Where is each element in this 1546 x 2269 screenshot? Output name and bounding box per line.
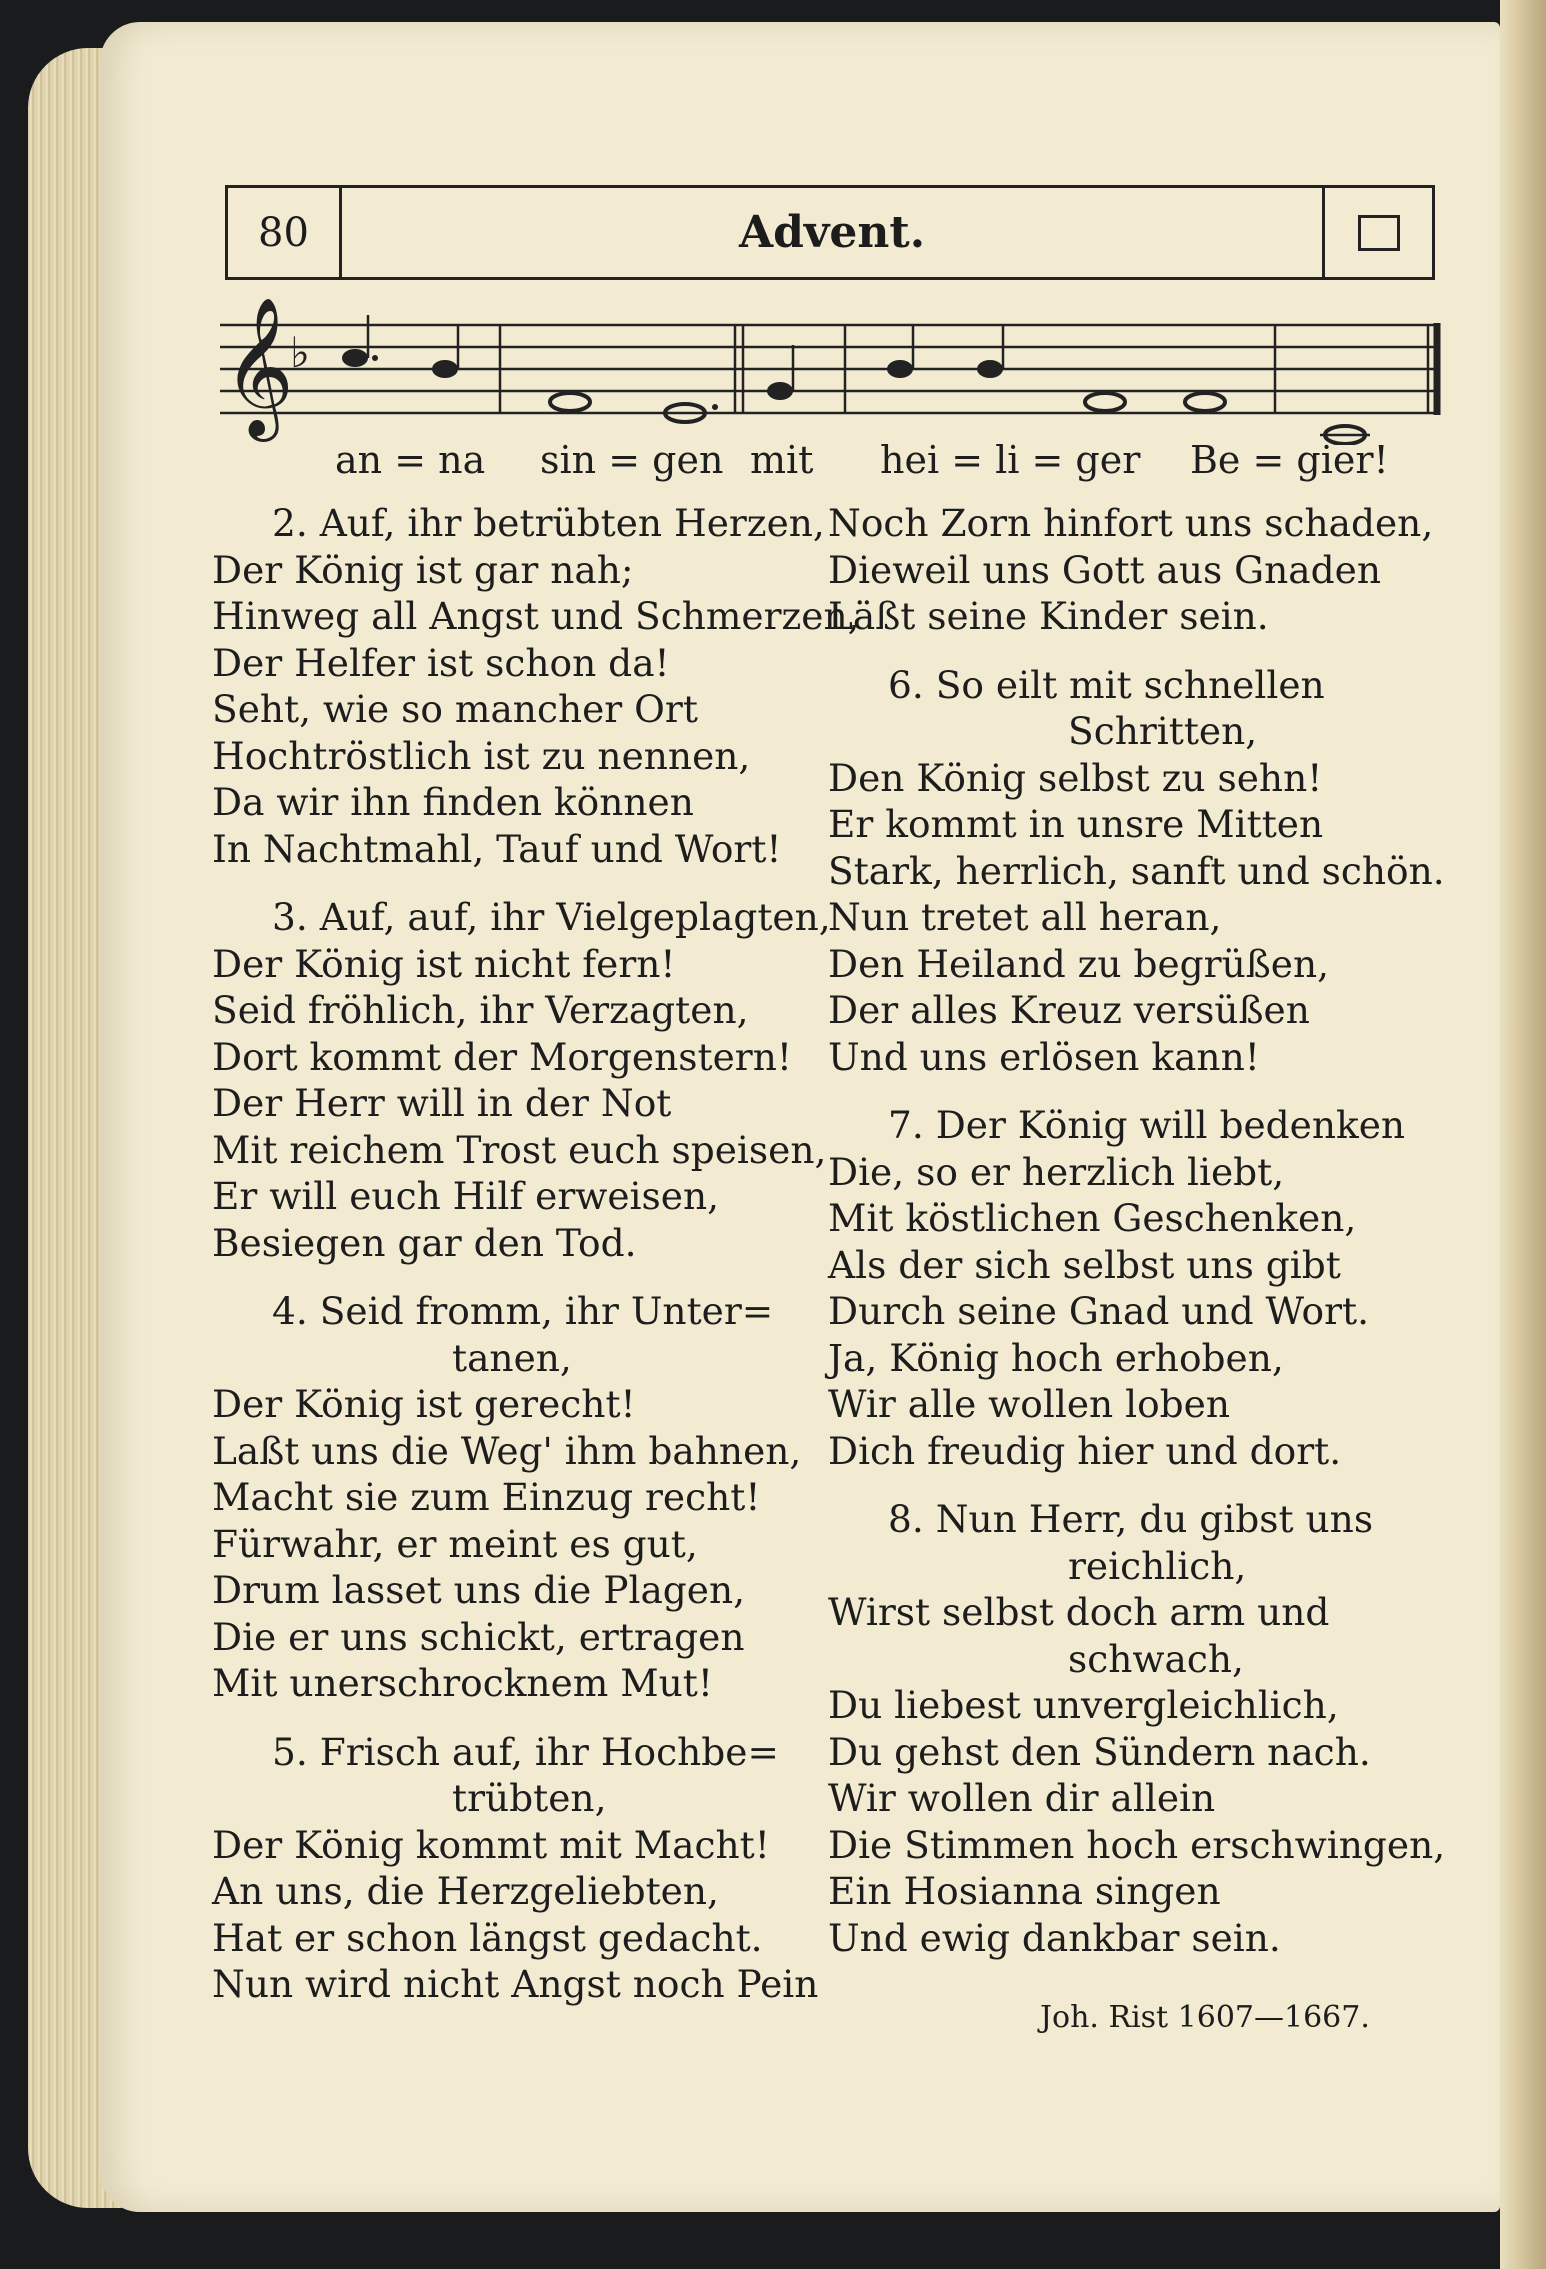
verse-line: Seid fröhlich, ihr Verzagten, — [212, 988, 749, 1032]
hymn-column-left — [212, 500, 860, 2008]
verse-line: Du gehst den Sündern nach. — [828, 1729, 1371, 1774]
verse-line: 7. Der König will bedenken — [888, 1103, 1406, 1147]
verse-line: Mit reichem Trost euch speisen, — [212, 1127, 827, 1172]
lyric-syllable: sin = gen — [540, 438, 724, 482]
verse-line: Wir wollen dir allein — [828, 1776, 1216, 1820]
verse-line: Drum lasset uns die Plagen, — [212, 1568, 746, 1612]
music-staff — [215, 295, 1445, 445]
verse-line: Hochtröstlich ist zu nennen, — [212, 733, 751, 778]
verse-line: Und ewig dankbar sein. — [828, 1915, 1281, 1960]
verse-line: Du liebest unvergleichlich, — [828, 1683, 1339, 1727]
verse-line: Der König ist gar nah; — [212, 547, 634, 592]
stanza-gap — [828, 1080, 1438, 1102]
verse-line: Da wir ihn finden können — [212, 780, 694, 824]
verse-line: Den Heiland zu begrüßen, — [828, 941, 1330, 986]
verse-line: Noch Zorn hinfort uns schaden, — [828, 501, 1434, 545]
verse-line: Wirst selbst doch arm und — [828, 1590, 1330, 1634]
verse-line: Durch seine Gnad und Wort. — [828, 1289, 1370, 1333]
verse-line: 5. Frisch auf, ihr Hochbe= — [272, 1729, 779, 1774]
verse-line: Ein Hosianna singen — [828, 1869, 1221, 1913]
verse-line: 6. So eilt mit schnellen — [888, 662, 1325, 707]
verse-line: Hinweg all Angst und Schmerzen, — [212, 594, 860, 638]
verse-line: Die Stimmen hoch erschwingen, — [828, 1822, 1446, 1867]
verse-line: Er kommt in unsre Mitten — [828, 802, 1324, 846]
verse-line: Nun wird nicht Angst noch Pein — [212, 1962, 819, 2006]
verse-line: Als der sich selbst uns gibt — [828, 1242, 1341, 1287]
page-number: 80 — [228, 188, 342, 277]
verse-line: An uns, die Herzgeliebten, — [212, 1869, 719, 1913]
verse-line: Der alles Kreuz versüßen — [828, 988, 1310, 1032]
verse-line: Dieweil uns Gott aus Gnaden — [828, 547, 1381, 592]
verse-line: Und uns erlösen kann! — [828, 1034, 1260, 1079]
verse-line: Die, so er herzlich liebt, — [828, 1149, 1285, 1194]
verse-line: 3. Auf, auf, ihr Vielgeplagten, — [272, 895, 831, 939]
author-credit: Joh. Rist 1607—1667. — [1040, 2000, 1370, 2035]
lyric-syllable: an = na — [335, 438, 486, 482]
lyric-syllable: hei = li = ger — [880, 438, 1141, 482]
verse-line: schwach, — [1068, 1636, 1244, 1681]
header-box-icon — [1322, 188, 1432, 277]
verse-line: 4. Seid fromm, ihr Unter= — [272, 1289, 774, 1333]
page-header — [225, 185, 1435, 280]
verse-line: Hat er schon längst gedacht. — [212, 1915, 763, 1960]
treble-clef-icon: 𝄞 — [223, 297, 294, 436]
lyric-syllable: mit — [750, 438, 814, 482]
stanza-gap — [212, 1707, 802, 1729]
verse-line: Nun tretet all heran, — [828, 895, 1222, 939]
verse-line: Dort kommt der Morgenstern! — [212, 1034, 792, 1079]
verse-line: Die er uns schickt, ertragen — [212, 1614, 745, 1659]
verse-line: Der Helfer ist schon da! — [212, 640, 670, 685]
lyric-syllable: Be = gier! — [1190, 438, 1389, 482]
verse-line: trübten, — [452, 1776, 607, 1820]
stanza-gap — [828, 640, 1438, 662]
verse-line: Der Herr will in der Not — [212, 1081, 672, 1125]
stanza-gap — [212, 872, 802, 894]
verse-line: Ja, König hoch erhoben, — [828, 1335, 1284, 1380]
section-title: Advent. — [738, 207, 926, 258]
verse-line: Laßt uns die Weg' ihm bahnen, — [212, 1428, 802, 1473]
verse-line: Fürwahr, er meint es gut, — [212, 1521, 698, 1566]
verse-line: Dich freudig hier und dort. — [828, 1428, 1342, 1473]
hymn-column-right — [828, 500, 1446, 1961]
verse-line: Stark, herrlich, sanft und schön. — [828, 848, 1445, 893]
verse-line: Schritten, — [1068, 709, 1258, 753]
verse-line: Der König kommt mit Macht! — [212, 1822, 770, 1867]
stanza-gap — [828, 1474, 1438, 1496]
verse-line: reichlich, — [1068, 1543, 1247, 1588]
verse-line: Den König selbst zu sehn! — [828, 755, 1323, 800]
verse-line: Macht sie zum Einzug recht! — [212, 1475, 761, 1519]
verse-line: Er will euch Hilf erweisen, — [212, 1174, 720, 1218]
verse-line: Der König ist gerecht! — [212, 1382, 636, 1426]
verse-line: Läßt seine Kinder sein. — [828, 594, 1269, 638]
verse-line: Seht, wie so mancher Ort — [212, 687, 698, 731]
verse-line: Wir alle wollen loben — [828, 1382, 1231, 1426]
verse-line: 2. Auf, ihr betrübten Herzen, — [272, 501, 825, 545]
verse-line: tanen, — [452, 1335, 572, 1380]
verse-line: 8. Nun Herr, du gibst uns — [888, 1497, 1374, 1541]
verse-line: Besiegen gar den Tod. — [212, 1220, 637, 1265]
verse-line: Mit unerschrocknem Mut! — [212, 1661, 713, 1705]
music-lyrics-underlay — [220, 438, 1420, 498]
flat-icon: ♭ — [290, 328, 310, 377]
stanza-gap — [212, 1266, 802, 1288]
verse-line: Mit köstlichen Geschenken, — [828, 1196, 1357, 1240]
verse-line: In Nachtmahl, Tauf und Wort! — [212, 826, 782, 871]
verse-line: Der König ist nicht fern! — [212, 941, 676, 986]
book-gutter — [1500, 0, 1546, 2269]
